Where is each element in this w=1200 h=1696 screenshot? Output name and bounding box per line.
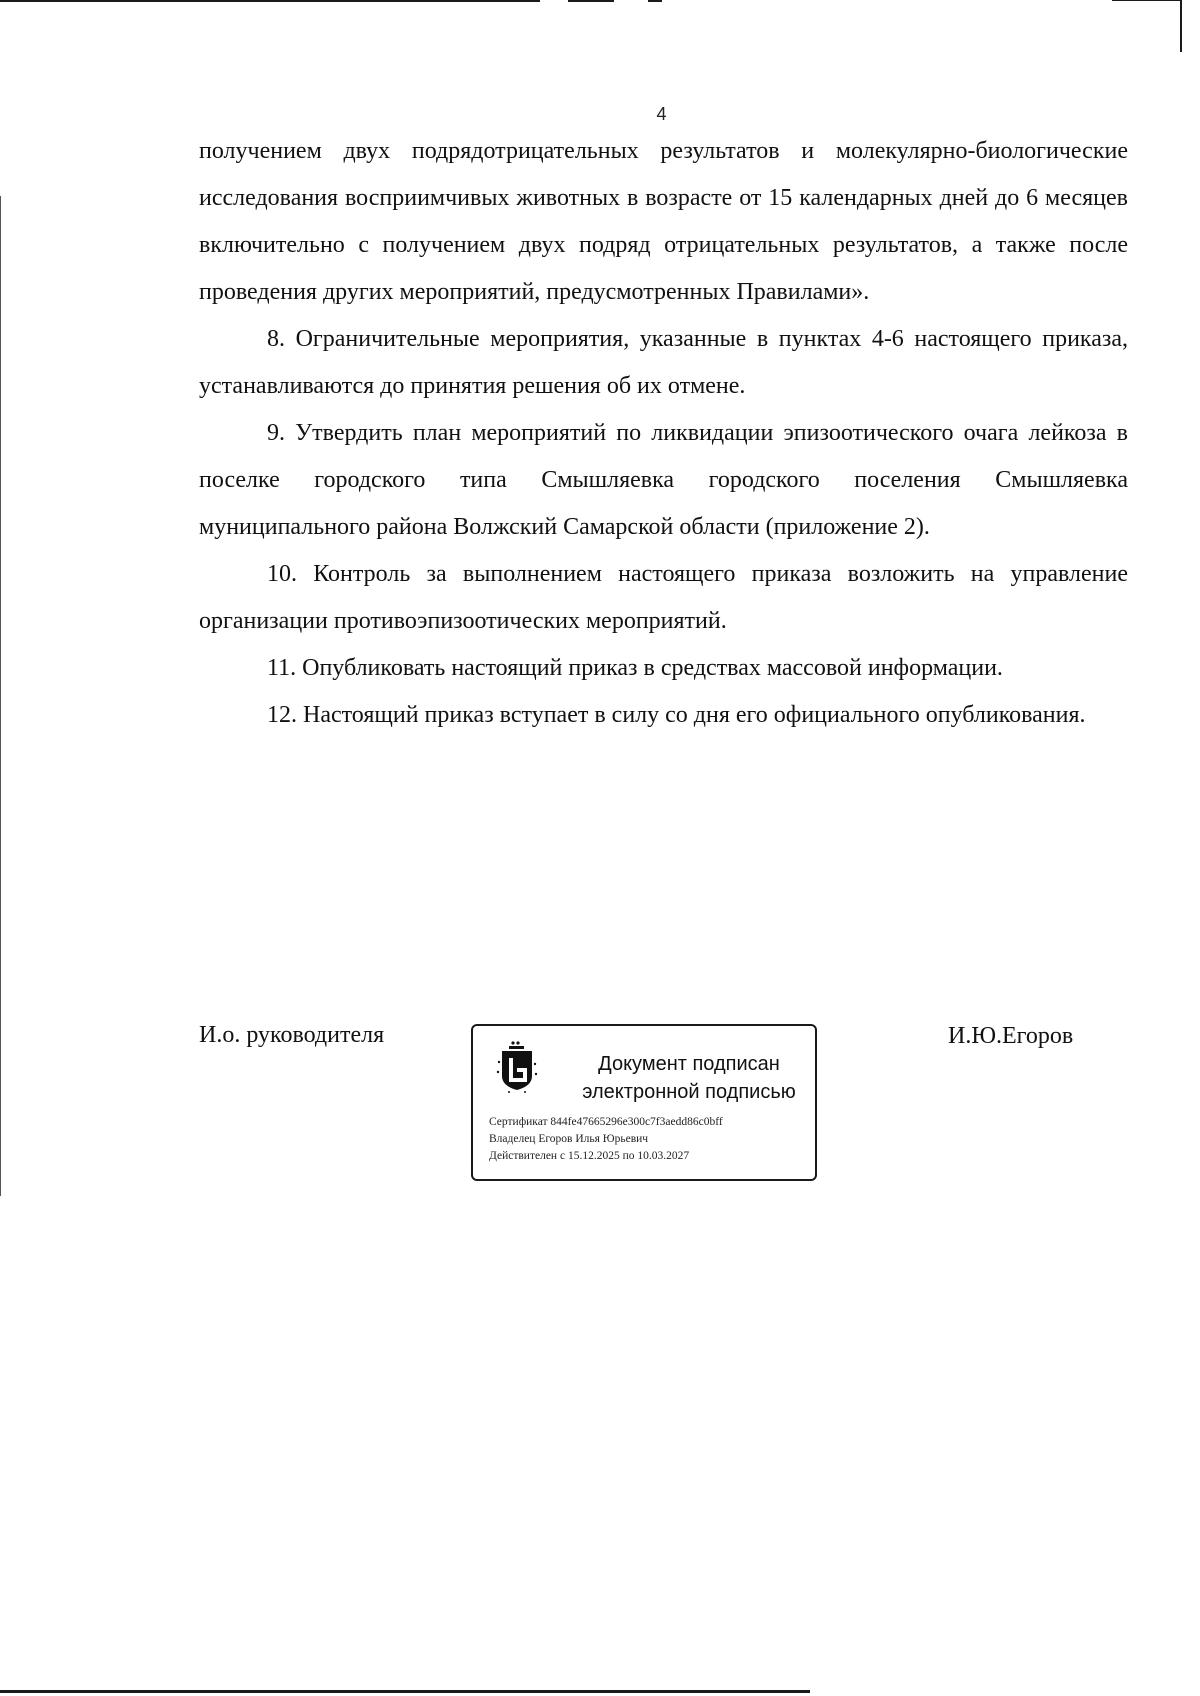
scan-artifact-right-edge (1180, 0, 1182, 52)
scan-artifact-top-right (1112, 0, 1180, 1)
page-number: 4 (656, 104, 667, 124)
stamp-validity: Действителен с 15.12.2025 по 10.03.2027 (489, 1150, 690, 1162)
stamp-title-line-1: Документ подписан (598, 1053, 780, 1075)
stamp-details (489, 1114, 809, 1165)
scan-artifact-top-dash (568, 0, 614, 2)
signatory-name: И.Ю.Егоров (948, 1023, 1074, 1049)
scan-artifact-bottom (0, 1690, 810, 1693)
paragraph-continuation: получением двух подрядотрицательных результатов и молекулярно-биологические исследования восприимчивых животных в возрасте от 15 календарных дней до 6 месяцев включительно с получением двух подряд отрицательных результатов, а также после проведения других мероприятий, предусмотренных Правилами». (199, 138, 1128, 305)
stamp-title (569, 1050, 809, 1106)
scan-artifact-top (0, 0, 540, 2)
paragraph-item-9: 9. Утвердить план мероприятий по ликвидации эпизоотического очага лейкоза в поселке городского типа Смышляевка городского поселения Смышляевка муниципального района Волжский Самарской области (приложение 2). (199, 420, 1128, 540)
scan-artifact-left-edge (0, 196, 1, 1196)
stamp-certificate: Сертификат 844fe47665296e300c7f3aedd86c0bff (489, 1116, 723, 1128)
paragraph-item-8: 8. Ограничительные мероприятия, указанные в пунктах 4-6 настоящего приказа, устанавливаются до принятия решения об их отмене. (199, 326, 1128, 399)
scan-artifact-top-dash (648, 0, 662, 2)
stamp-owner: Владелец Егоров Илья Юрьевич (489, 1133, 649, 1145)
paragraph-item-11: 11. Опубликовать настоящий приказ в средствах массовой информации. (267, 655, 1003, 681)
document-body (199, 128, 1128, 739)
paragraph-item-12: 12. Настоящий приказ вступает в силу со дня его официального опубликования. (267, 702, 1086, 728)
signatory-position: И.о. руководителя (199, 1022, 385, 1048)
coat-of-arms-icon (495, 1040, 539, 1094)
stamp-title-line-2: электронной подписью (582, 1081, 796, 1103)
electronic-signature-stamp (471, 1024, 817, 1181)
paragraph-item-10: 10. Контроль за выполнением настоящего приказа возложить на управление организации противоэпизоотических мероприятий. (199, 561, 1128, 634)
